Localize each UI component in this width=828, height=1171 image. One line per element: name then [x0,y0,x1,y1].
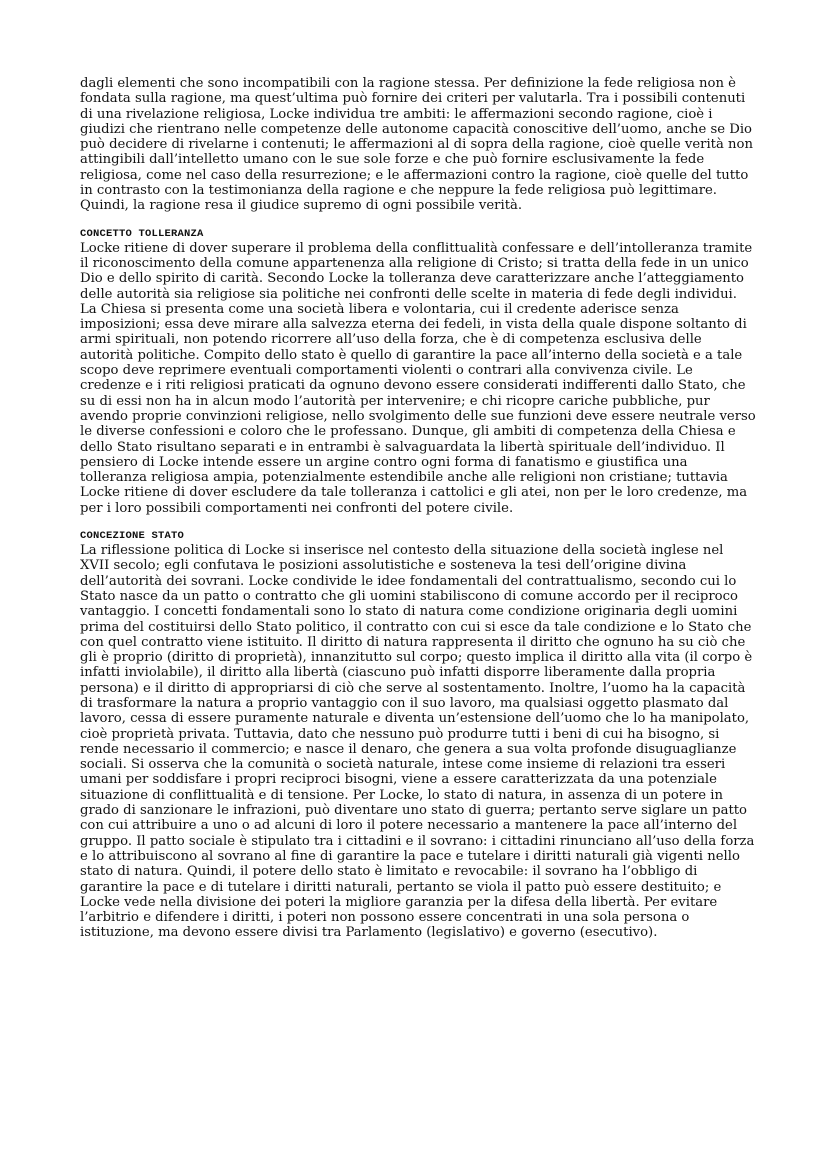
section-heading-tolleranza: CONCETTO TOLLERANZA [80,227,204,240]
intro-paragraph: dagli elementi che sono incompatibili con la ragione stessa. Per definizione la fede religiosa non è fondata sulla ragione, ma quest’ultima può fornire dei criteri per valutarla. Tra i possibili contenuti di una rivelazione religiosa, Locke individua tre ambiti: le affermazioni secondo ragione, cioè i giudizi che rientrano nelle competenze delle autonome capacità conoscitive dell’uomo, anche se Dio può decidere di rivelarne i contenuti; le affermazioni al di sopra della ragione, cioè quelle verità non attingibili dall’intelletto umano con le sue sole forze e che può fornire esclusivamente la fede religiosa, come nel caso della resurrezione; e le affermazioni contro la ragione, cioè quelle del tutto in contrasto con la testimonianza della ragione e che neppure la fede religiosa può legittimare. Quindi, la ragione resa il giudice supremo di ogni possibile verità. [80,76,753,214]
section-text-stato: La riflessione politica di Locke si inserisce nel contesto della situazione della società inglese nel XVII secolo; egli confutava le posizioni assolutistiche e sosteneva la tesi dell’origine divina dell’autorità dei sovrani. Locke condivide le idee fondamentali del contrattualismo, secondo cui lo Stato nasce da un patto o contratto che gli uomini stabiliscono di comune accordo per il reciproco vantaggio. I concetti fondamentali sono lo stato di natura come condizione originaria degli uomini prima del costituirsi dello Stato politico, il contratto con cui si esce da tale condizione e lo Stato che con quel contratto viene istituito. Il diritto di natura rappresenta il diritto che ognuno ha su ciò che gli è proprio (diritto di proprietà), innanzitutto sul corpo; questo implica il diritto alla vita (il corpo è infatti inviolabile), il diritto alla libertà (ciascuno può infatti disporre liberamente dalla propria persona) e il diritto di appropriarsi di ciò che serve al sostentamento. Inoltre, l’uomo ha la capacità di trasformare la natura a proprio vantaggio con il suo lavoro, ma qualsiasi oggetto plasmato dal lavoro, cessa di essere puramente naturale e diventa un’estensione dell’uomo che lo ha manipolato, cioè proprietà privata. Tuttavia, dato che nessuno può produrre tutti i beni di cui ha bisogno, si rende necessario il commercio; e nasce il denaro, che genera a sua volta profonde disuguaglianze sociali. Si osserva che la comunità o società naturale, intese come insieme di relazioni tra esseri umani per soddisfare i propri reciproci bisogni, viene a essere caratterizzata da una potenziale situazione di conflittualità e di tensione. Per Locke, lo stato di natura, in assenza di un potere in grado di sanzionare le infrazioni, può diventare uno stato di guerra; pertanto serve siglare un patto con cui attribuire a uno o ad alcuni di loro il potere necessario a mantenere la pace all’interno del gruppo. Il patto sociale è stipulato tra i cittadini e il sovrano: i cittadini rinunciano all’uso della forza e lo attribuiscono al sovrano al fine di garantire la pace e tutelare i diritti naturali già vigenti nello stato di natura. Quindi, il potere dello stato è limitato e revocabile: il sovrano ha l’obbligo di garantire la pace e di tutelare i diritti naturali, pertanto se viola il patto può essere destituito; e Locke vede nella divisione dei poteri la migliore garanzia per la difesa della libertà. Per evitare l’arbitrio e difendere i diritti, i poteri non possono essere concentrati in una sola persona o istituzione, ma devono essere divisi tra Parlamento (legislativo) e governo (esecutivo). [80,543,755,941]
document-page [80,76,756,941]
section-text-tolleranza: Locke ritiene di dover superare il problema della conflittualità confessare e dell’intolleranza tramite il riconoscimento della comune appartenenza alla religione di Cristo; si tratta della fede in un unico Dio e dello spirito di carità. Secondo Locke la tolleranza deve caratterizzare anche l’atteggiamento delle autorità sia religiose sia politiche nei confronti delle scelte in materia di fede degli individui. La Chiesa si presenta come una società libera e volontaria, cui il credente aderisce senza imposizioni; essa deve mirare alla salvezza eterna dei fedeli, in vista della quale dispone soltanto di armi spirituali, non potendo ricorrere all’uso della forza, che è di competenza esclusiva delle autorità politiche. Compito dello stato è quello di garantire la pace all’interno della società e a tale scopo deve reprimere eventuali comportamenti violenti o contrari alla convivenza civile. Le credenze e i riti religiosi praticati da ognuno devono essere considerati indifferenti dallo Stato, che su di essi non ha in alcun modo l’autorità per intervenire; e chi ricopre cariche pubbliche, pur avendo proprie convinzioni religiose, nello svolgimento delle sue funzioni deve essere neutrale verso le diverse confessioni e coloro che le professano. Dunque, gli ambiti di competenza della Chiesa e dello Stato risultano separati e in entrambi è salvaguardata la libertà spirituale dell’individuo. Il pensiero di Locke intende essere un argine contro ogni forma di fanatismo e giustifica una tolleranza religiosa ampia, potenzialmente estendibile anche alle religioni non cristiane; tuttavia Locke ritiene di dover escludere da tale tolleranza i cattolici e gli atei, non per le loro credenze, ma per i loro possibili comportamenti nei confronti del potere civile. [80,240,756,516]
section-heading-stato: CONCEZIONE STATO [80,530,185,543]
